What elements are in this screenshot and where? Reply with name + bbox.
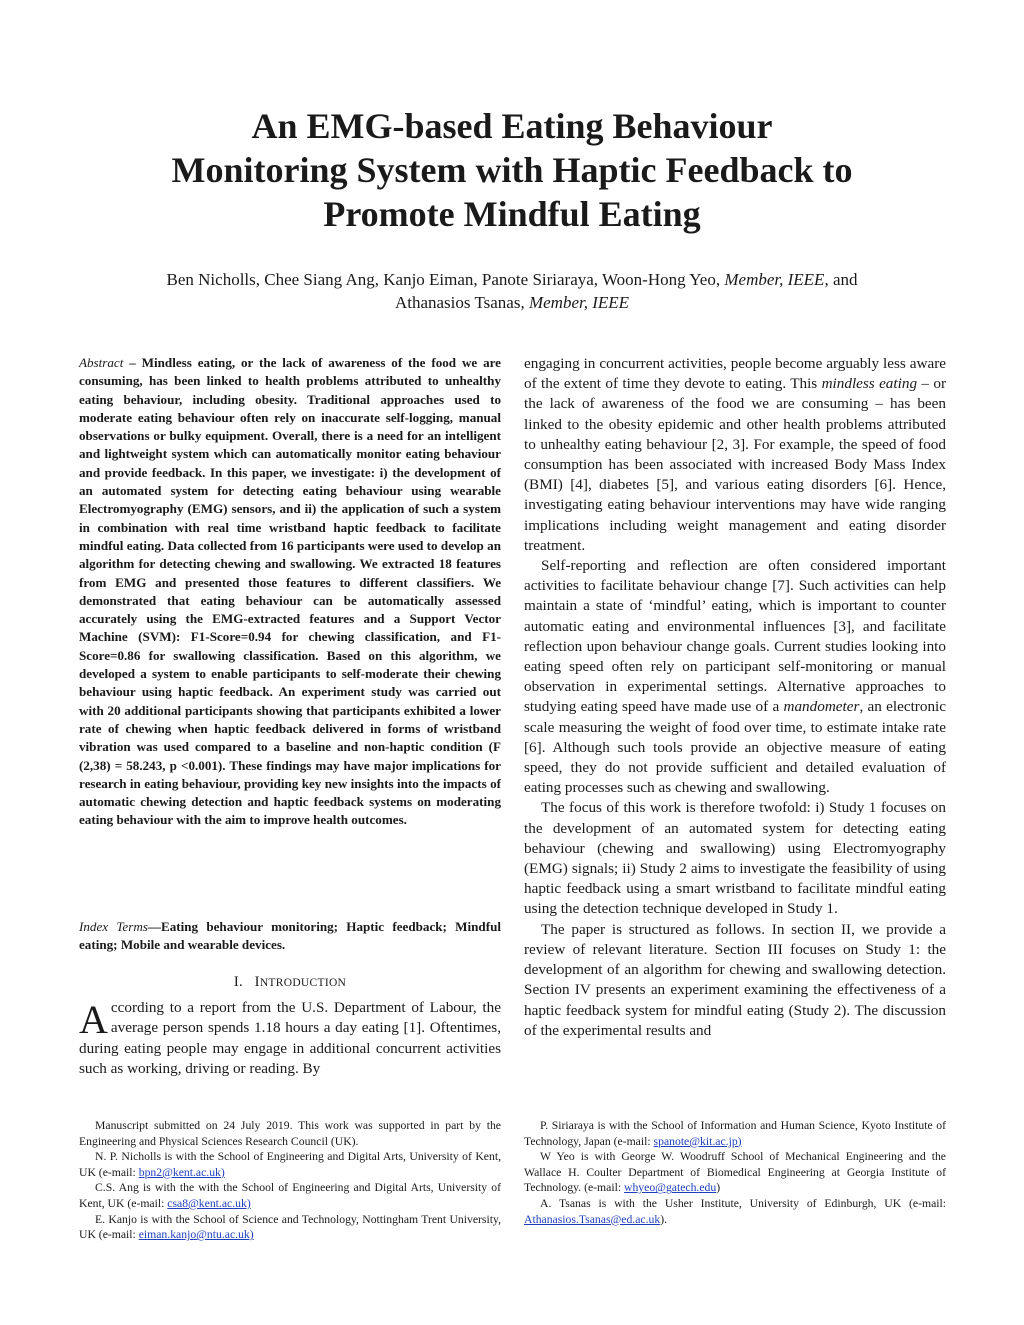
footnote-siriaraya	[524, 1118, 946, 1149]
intro-paragraph	[79, 998, 501, 1079]
p1-emphasis: mindless eating	[821, 375, 918, 393]
body-paragraph-3: The focus of this work is therefore twofold: i) Study 1 focuses on the development of an automated system for detecting eating behaviour (chewing and swallowing) using Electromyography (EMG) signals; ii) Study 2 aims to investigate the feasibility of using haptic feedback using a smart wristband to facilitate mindful eating using the detection technique developed in Study 1.	[524, 799, 946, 918]
author-list	[100, 268, 924, 314]
footnote-yeo-text: W Yeo is with George W. Woodruff School of Mechanical Engineering and the Wallace H. Coulter Department of Biomedical Engineering at Georgia Institute of Technology. (e-mail:	[524, 1150, 946, 1195]
intro-text: ccording to a report from the U.S. Department of Labour, the average person spends 1.18 hours a day eating [1]. Oftentimes, during eating people may engage in additional concurrent activities such as working, driving or reading. By	[79, 999, 501, 1077]
title-line-3: Promote Mindful Eating	[323, 194, 701, 234]
body-paragraph-4: The paper is structured as follows. In section II, we provide a review of relevant literature. Section III focuses on Study 1: the development of an algorithm for chewing and swallowing detection. Section IV presents an experiment examining the effectiveness of a haptic feedback system for mindful eating (Study 2). The discussion of the experimental results and	[524, 920, 946, 1039]
footnote-tsanas	[524, 1196, 946, 1227]
index-terms-text: —Eating behaviour monitoring; Haptic feedback; Mindful eating; Mobile and wearable devices.	[79, 919, 501, 953]
p2-text-a: Self-reporting and reflection are often considered important activities to facilitate behaviour change [7]. Such activities can help maintain a state of ‘mindful’ eating, which is important to counter automatic eating and environmental influences [3], and facilitate reflection upon behaviour change goals. Current studies looking into eating speed often rely on participant self-monitoring or manual observation in experimental settings. Alternative approaches to studying eating speed have made use of a	[524, 557, 946, 716]
body-paragraph-1	[524, 354, 946, 556]
footnote-nicholls-text: N. P. Nicholls is with the School of Engineering and Digital Arts, University of Kent, UK (e-mail:	[79, 1150, 501, 1179]
footnote-ang	[79, 1180, 501, 1211]
footnote-kanjo-text: E. Kanjo is with the School of Science and Technology, Nottingham Trent University, UK (e-mail:	[79, 1212, 501, 1242]
p2-emphasis: mandometer	[783, 698, 860, 716]
drop-cap: A	[79, 997, 108, 1042]
footnote-kanjo	[79, 1212, 501, 1243]
footnote-tsanas-text: A. Tsanas is with the Usher Institute, University of Edinburgh, UK (e-mail:	[540, 1196, 946, 1210]
footnote-tsanas-end: ).	[660, 1212, 668, 1226]
section-heading-introduction	[79, 974, 501, 991]
author-conj: , and	[824, 270, 858, 289]
author-line-2	[100, 291, 924, 314]
email-link-tsanas[interactable]: Athanasios.Tsanas@ed.ac.uk	[524, 1212, 661, 1226]
footnote-ang-text: C.S. Ang is with the with the School of Engineering and Digital Arts, University of Kent, UK (e-mail:	[79, 1181, 501, 1210]
author-membership-2: Member, IEEE	[528, 293, 630, 312]
email-link-nicholls[interactable]: bpn2@kent.ac.uk)	[138, 1165, 225, 1179]
email-link-ang[interactable]: csa8@kent.ac.uk)	[167, 1196, 251, 1210]
section-initial: I	[254, 974, 260, 990]
footnote-nicholls	[79, 1149, 501, 1180]
footnote-yeo	[524, 1149, 946, 1196]
footnotes-right	[524, 1118, 946, 1227]
title-line-2: Monitoring System with Haptic Feedback to	[171, 150, 853, 190]
email-link-yeo[interactable]: whyeo@gatech.edu	[624, 1181, 717, 1195]
abstract-label: Abstract	[79, 355, 124, 370]
section-numeral: I.	[233, 974, 243, 990]
index-terms	[79, 918, 501, 955]
author-membership-1: Member, IEEE	[724, 270, 825, 289]
p2-text-c: , an electronic scale measuring the weight of food over time, to estimate intake rate [6]. Although such tools provide an objective measure of eating speed, they do not provide sufficient and detailed evaluation of eating processes such as chewing and swallowing.	[524, 698, 947, 797]
footnotes-left	[79, 1118, 501, 1243]
author-line-1	[100, 268, 924, 291]
footnote-yeo-end: )	[716, 1181, 721, 1195]
index-terms-label: Index Terms	[79, 919, 148, 934]
email-link-siriaraya[interactable]: spanote@kit.ac.jp)	[653, 1134, 742, 1148]
title-line-1: An EMG-based Eating Behaviour	[251, 106, 773, 146]
abstract	[79, 354, 501, 830]
author-names-2: Athanasios Tsanas,	[394, 293, 529, 312]
right-column-body	[524, 354, 946, 1041]
email-link-kanjo[interactable]: eiman.kanjo@ntu.ac.uk)	[138, 1228, 254, 1242]
footnote-siriaraya-text: P. Siriaraya is with the School of Information and Human Science, Kyoto Institute of Technology, Japan (e-mail:	[524, 1119, 946, 1148]
body-paragraph-2	[524, 556, 946, 798]
paper-title	[100, 104, 924, 236]
author-names-1: Ben Nicholls, Chee Siang Ang, Kanjo Eiman, Panote Siriaraya, Woon-Hong Yeo,	[166, 270, 725, 289]
p1-text-a: engaging in concurrent activities, people become arguably less aware of the extent of time they devote to eating. This	[524, 355, 946, 393]
abstract-text: – Mindless eating, or the lack of awareness of the food we are consuming, has been linked to health problems attributed to unhealthy eating behaviour, including obesity. Traditional approaches used to moderate eating behaviour often rely on inaccurate self-logging, manual observations or bulky equipment. Overall, there is a need for an intelligent and lightweight system which can automatically monitor eating behaviour and provide feedback. In this paper, we investigate: i) the development of an automated system for detecting eating behaviour using wearable Electromyography (EMG) sensors, and ii) the application of such a system in combination with real time wristband haptic feedback to facilitate mindful eating. Data collected from 16 participants were used to develop an algorithm for detecting chewing and swallowing. We extracted 18 features from EMG and presented those features to different classifiers. We demonstrated that eating behaviour can be automatically assessed accurately using the EMG-extracted features and a Support Vector Machine (SVM): F1-Score=0.94 for chewing classification, and F1-Score=0.86 for swallowing classification. Based on this algorithm, we developed a system to enable participants to self-moderate their chewing behaviour using haptic feedback. An experiment study was carried out with 20 additional participants showing that participants exhibited a lower rate of chewing when haptic feedback delivered in forms of wristband vibration was used compared to a baseline and non-haptic condition (F (2,38) = 58.243, p <0.001). These findings may have major implications for research in eating behaviour, providing key new insights into the impacts of automatic chewing detection and haptic feedback systems on moderating eating behaviour with the aim to improve health outcomes.	[79, 355, 501, 828]
footnote-manuscript: Manuscript submitted on 24 July 2019. This work was supported in part by the Engineering and Physical Sciences Research Council (UK).	[79, 1119, 501, 1148]
p1-text-c: – or the lack of awareness of the food we are consuming – has been linked to the obesity epidemic and other health problems attributed to unhealthy eating behaviour [2, 3]. For example, the speed of food consumption has been associated with increased Body Mass Index (BMI) [4], diabetes [5], and various eating disorders [6]. Hence, investigating eating behaviour interventions may have wide ranging implications including weight management and eating disorder treatment.	[524, 375, 946, 554]
section-rest: NTRODUCTION	[259, 977, 347, 989]
